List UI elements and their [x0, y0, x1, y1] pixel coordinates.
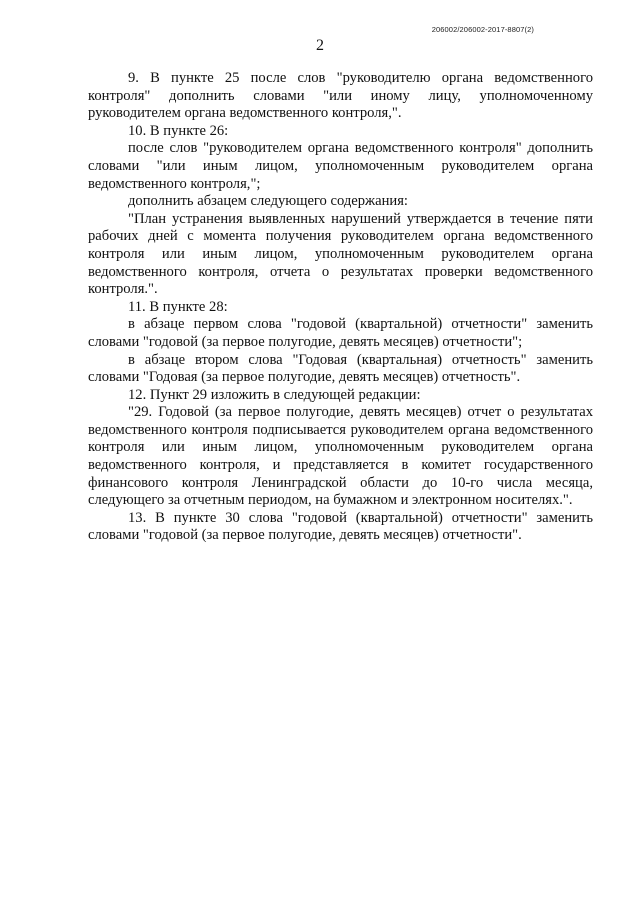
paragraph-item-12: 12. Пункт 29 изложить в следующей редакции:: [128, 386, 421, 403]
document-body: [88, 70, 593, 545]
paragraph-item-11-clause-1: в абзаце первом слова "годовой (квартальной) отчетности" заменить словами "годовой (за первое полугодие, девять месяцев) отчетности";: [88, 316, 593, 350]
paragraph-item-10: 10. В пункте 26:: [128, 122, 229, 139]
paragraph-item-11: 11. В пункте 28:: [128, 298, 228, 315]
paragraph-item-10-clause-2: дополнить абзацем следующего содержания:: [128, 193, 408, 210]
paragraph-item-12-quote: "29. Годовой (за первое полугодие, девять месяцев) отчет о результатах ведомственного контроля подписывается руководителем органа ведомственного контроля или иным лицом, уполномоченным руководителем органа ведомственного контроля, и представляется в комитет государственного финансового контроля Ленинградской области до 10-го числа месяца, следующего за отчетным периодом, на бумажном и электронном носителях.".: [88, 404, 593, 509]
document-code: 206002/206002-2017-8807(2): [431, 25, 534, 34]
paragraph-item-9: 9. В пункте 25 после слов "руководителю органа ведомственного контроля" дополнить словами "или иному лицу, уполномоченному руководителем органа ведомственного контроля,".: [88, 70, 593, 122]
page-number: 2: [316, 37, 324, 54]
paragraph-item-10-clause-1: после слов "руководителем органа ведомственного контроля" дополнить словами "или иным лицом, уполномоченным руководителем органа ведомственного контроля,";: [88, 140, 593, 192]
paragraph-item-11-clause-2: в абзаце втором слова "Годовая (квартальная) отчетность" заменить словами "Годовая (за первое полугодие, девять месяцев) отчетность".: [88, 351, 593, 386]
paragraph-item-10-quote: "План устранения выявленных нарушений утверждается в течение пяти рабочих дней с момента получения руководителем органа ведомственного контроля или иным лицом, уполномоченным руководителем органа ведомственного контроля, отчета о результатах проверки ведомственного контроля.".: [88, 210, 593, 298]
paragraph-item-13: 13. В пункте 30 слова "годовой (квартальной) отчетности" заменить словами "годовой (за первое полугодие, девять месяцев) отчетности".: [88, 509, 593, 544]
